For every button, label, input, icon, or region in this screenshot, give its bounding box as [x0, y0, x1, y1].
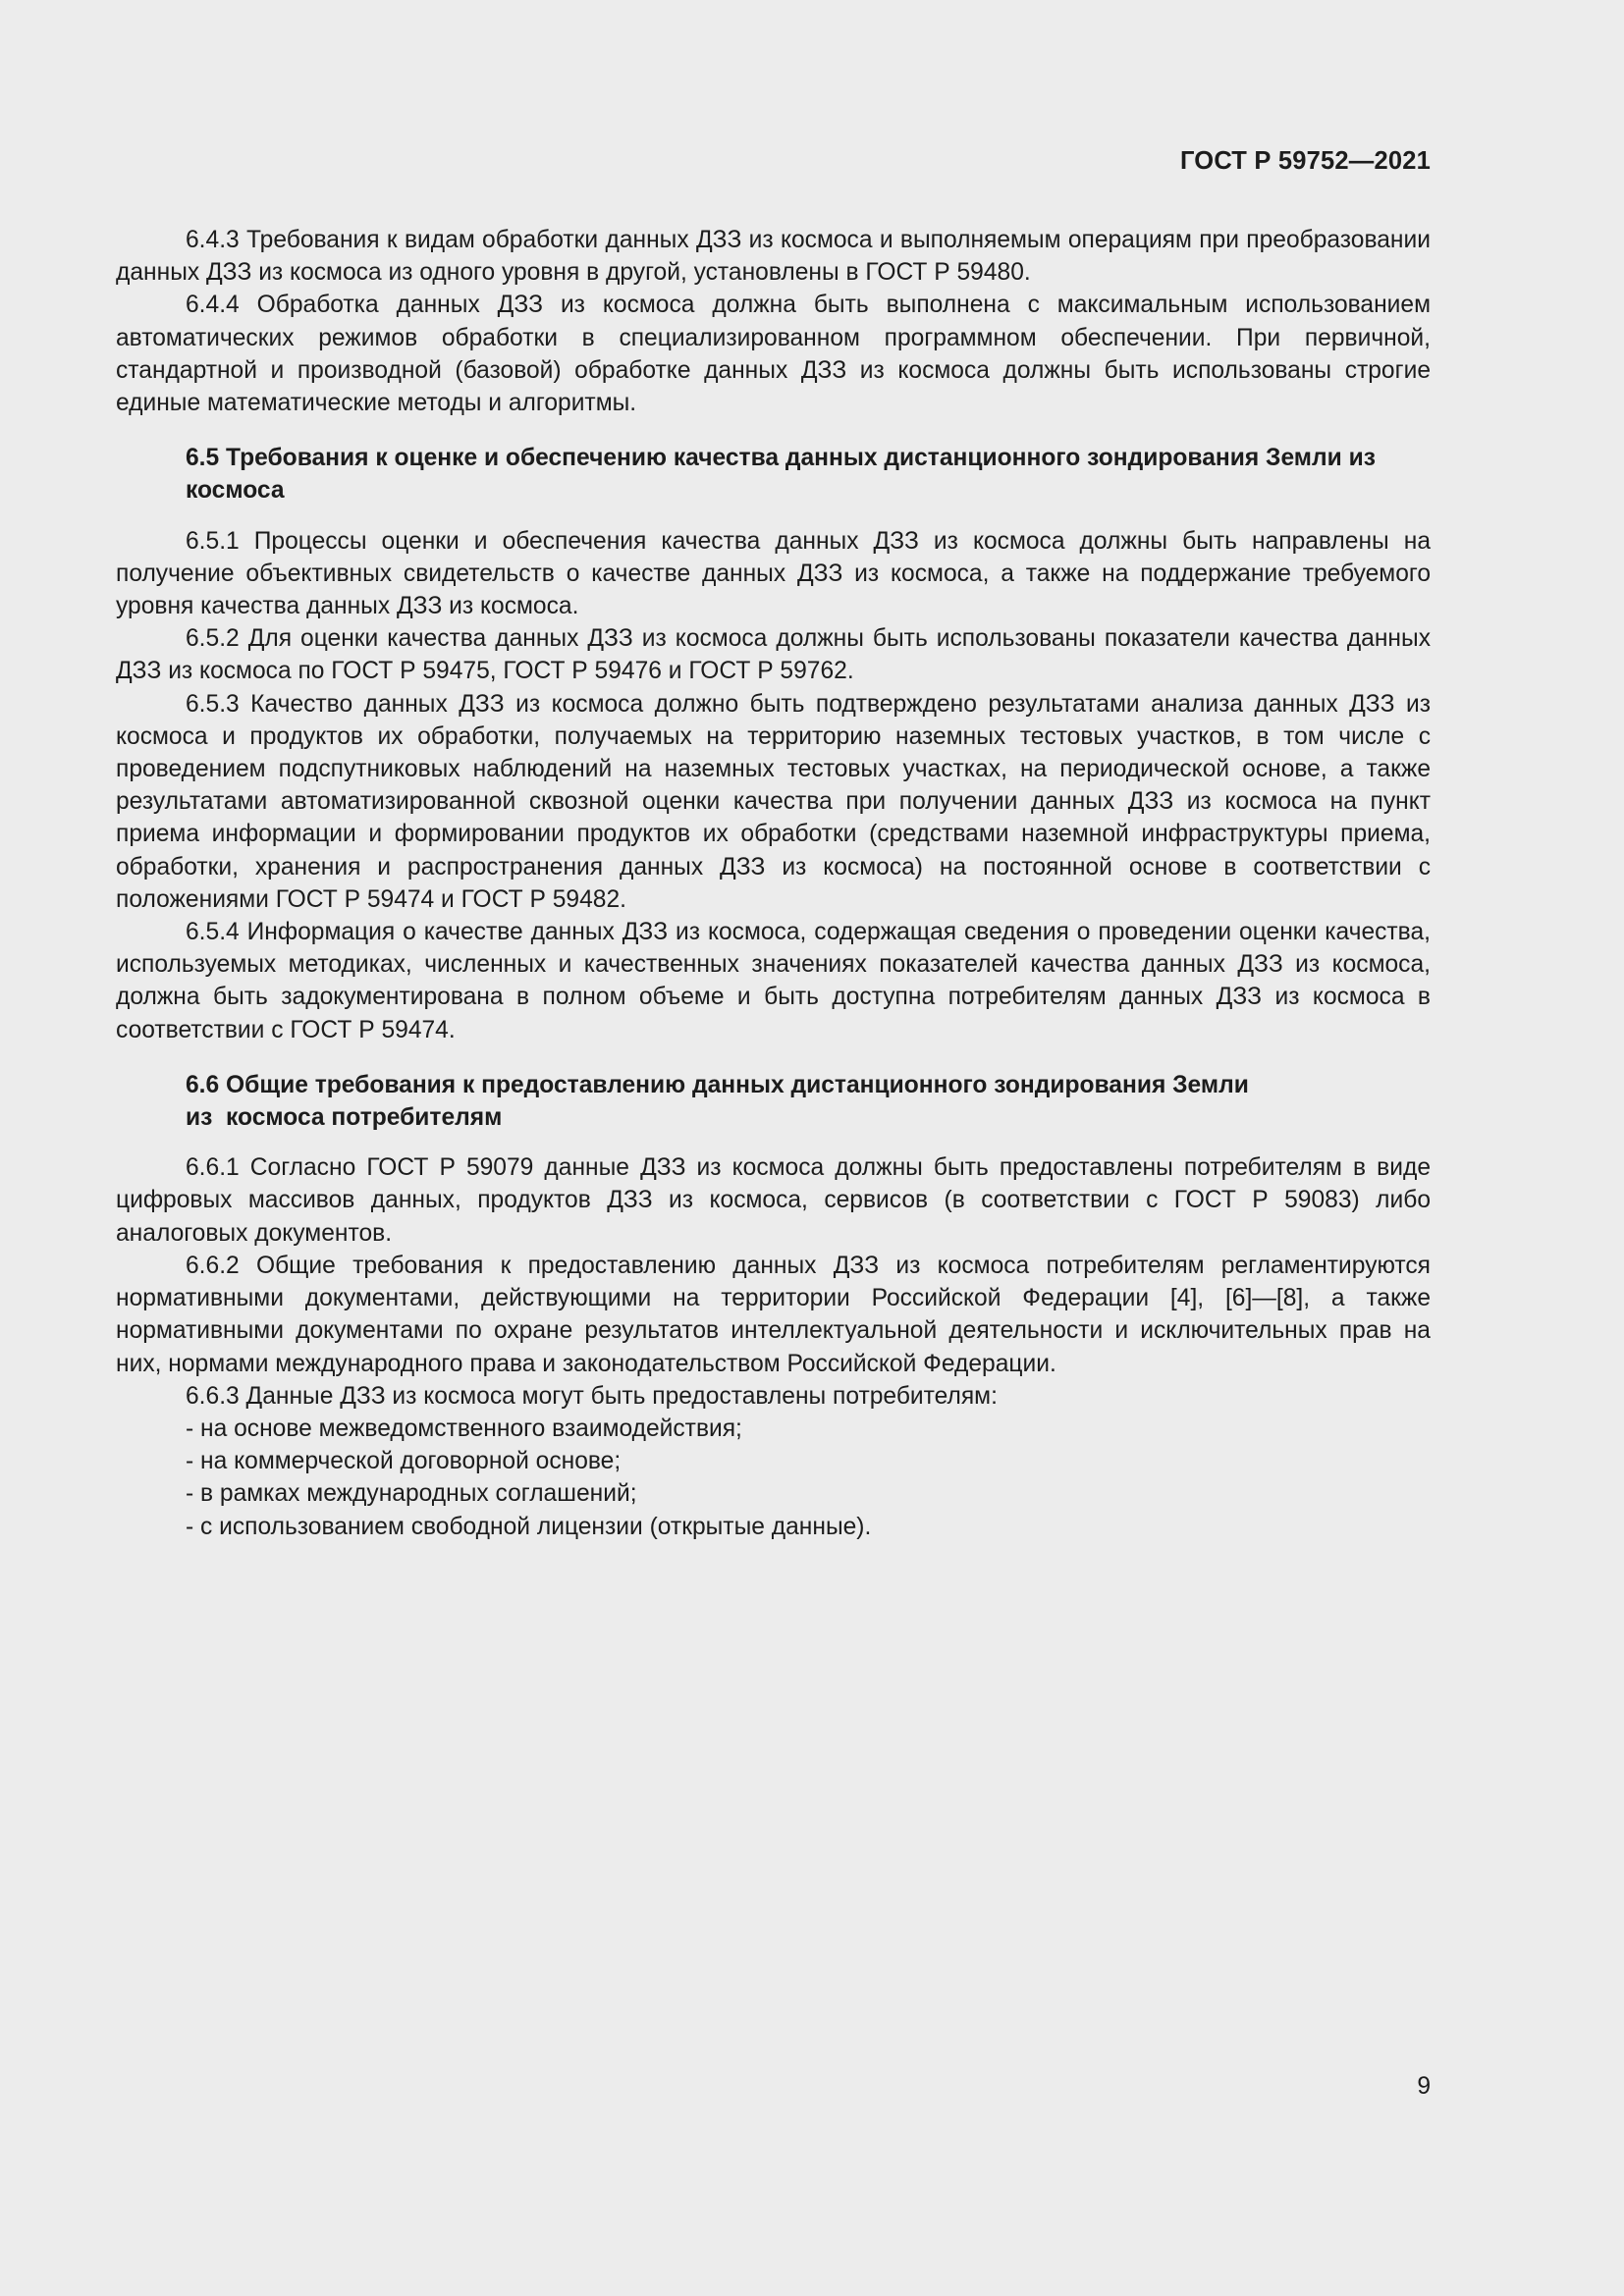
section-heading-6-5: 6.5 Требования к оценке и обеспечению качества данных дистанционного зондирования Земли из космоса: [186, 445, 1376, 505]
list-item: - на коммерческой договорной основе;: [186, 1448, 622, 1475]
paragraph-6-5-2: 6.5.2 Для оценки качества данных ДЗЗ из космоса должны быть использованы показатели качества данных ДЗЗ из космоса по ГОСТ Р 59475, ГОСТ Р 59476 и ГОСТ Р 59762.: [116, 625, 1431, 685]
section-heading-6-6: [116, 1069, 1431, 1134]
section-heading-6-6-line1: 6.6 Общие требования к предоставлению данных дистанционного зондирования Земли: [186, 1071, 1249, 1098]
list-item: - на основе межведомственного взаимодействия;: [186, 1415, 742, 1442]
list-item: - с использованием свободной лицензии (открытые данные).: [186, 1513, 872, 1540]
section-heading-6-6-line2: из космоса потребителям: [186, 1104, 503, 1132]
paragraph-6-4-3: 6.4.3 Требования к видам обработки данных ДЗЗ из космоса и выполняемым операциям при преобразовании данных ДЗЗ из космоса из одного уровня в другой, установлены в ГОСТ Р 59480.: [116, 227, 1431, 287]
document-body: [116, 224, 1431, 1543]
page-number: 9: [1417, 2073, 1431, 2100]
paragraph-6-6-3: 6.6.3 Данные ДЗЗ из космоса могут быть предоставлены потребителям:: [186, 1382, 998, 1410]
paragraph-6-5-3: 6.5.3 Качество данных ДЗЗ из космоса должно быть подтверждено результатами анализа данных ДЗЗ из космоса и продуктов их обработки, получаемых на территорию наземных тестовых участков, в том числе с проведением подспутниковых наблюдений на наземных тестовых участках, на периодической основе, а также результатами автоматизированной сквозной оценки качества при получении данных ДЗЗ из космоса на пункт приема информации и формировании продуктов их обработки (средствами наземной инфраструктуры приема, обработки, хранения и распространения данных ДЗЗ из космоса) на постоянной основе в соответствии с положениями ГОСТ Р 59474 и ГОСТ Р 59482.: [116, 690, 1431, 913]
document-code-header: ГОСТ Р 59752—2021: [1179, 147, 1431, 175]
paragraph-6-6-2: 6.6.2 Общие требования к предоставлению данных ДЗЗ из космоса потребителям регламентируются нормативными документами, действующими на территории Российской Федерации [4], [6]—[8], а также нормативными документами по охране результатов интеллектуальной деятельности и исключительных прав на них, нормами международного права и законодательством Российской Федерации.: [116, 1252, 1431, 1377]
list-item: - в рамках международных соглашений;: [186, 1480, 637, 1508]
paragraph-6-6-1: 6.6.1 Согласно ГОСТ Р 59079 данные ДЗЗ из космоса должны быть предоставлены потребителям в виде цифровых массивов данных, продуктов ДЗЗ из космоса, сервисов (в соответствии с ГОСТ Р 59083) либо аналоговых документов.: [116, 1154, 1431, 1247]
paragraph-6-5-1: 6.5.1 Процессы оценки и обеспечения качества данных ДЗЗ из космоса должны быть направлены на получение объективных свидетельств о качестве данных ДЗЗ из космоса, а также на поддержание требуемого уровня качества данных ДЗЗ из космоса.: [116, 527, 1431, 620]
paragraph-6-5-4: 6.5.4 Информация о качестве данных ДЗЗ из космоса, содержащая сведения о проведении оценки качества, используемых методиках, численных и качественных значениях показателей качества данных ДЗЗ из космоса, должна быть задокументирована в полном объеме и быть доступна потребителям данных ДЗЗ из космоса в соответствии с ГОСТ Р 59474.: [116, 919, 1431, 1043]
paragraph-6-4-4: 6.4.4 Обработка данных ДЗЗ из космоса должна быть выполнена с максимальным использованием автоматических режимов обработки в специализированном программном обеспечении. При первичной, стандартной и производной (базовой) обработке данных ДЗЗ из космоса должны быть использованы строгие единые математические методы и алгоритмы.: [116, 292, 1431, 417]
